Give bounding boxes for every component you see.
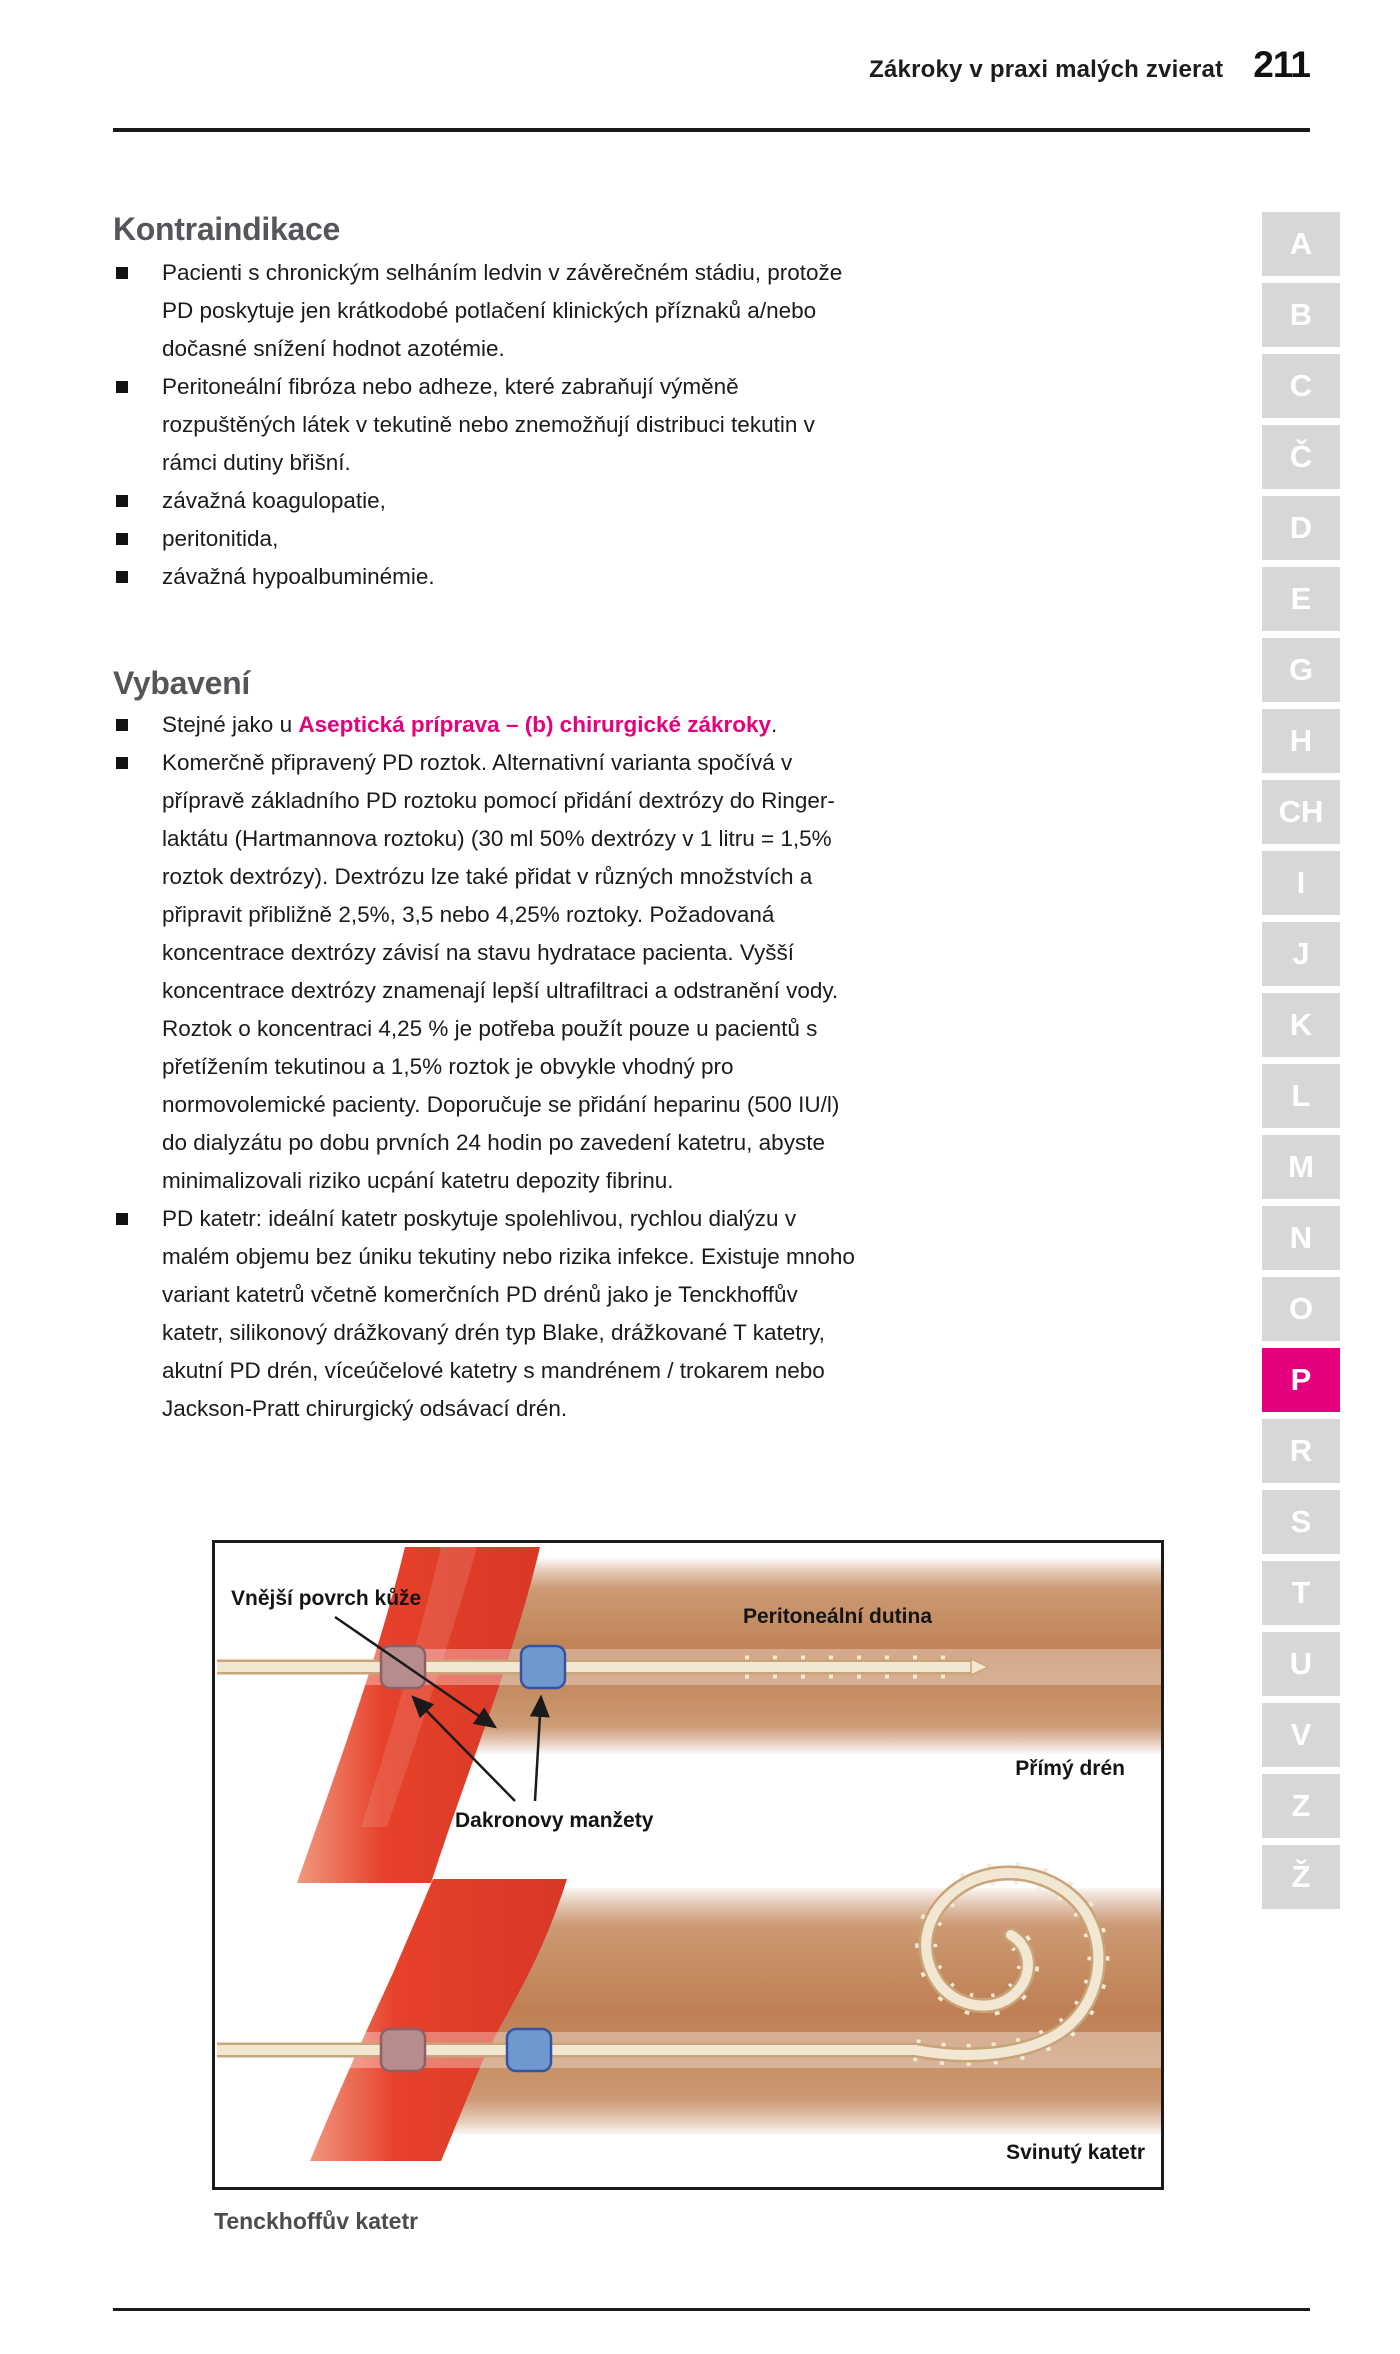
list-item: Pacienti s chronickým selháním ledvin v závěrečném stádiu, protože PD poskytuje jen krátkodobé potlačení klinických příznaků a/nebo dočasné snížení hodnot azotémie.	[113, 254, 861, 368]
index-tab-a[interactable]: A	[1262, 212, 1340, 276]
list-item: Komerčně připravený PD roztok. Alternativní varianta spočívá v přípravě základního PD roztoku pomocí přidání dextrózy do Ringer-laktátu (Hartmannova roztoku) (30 ml 50% dextrózy v 1 litru = 1,5% roztok dextrózy). Dextrózu lze také přidat v různých množstvích a připravit přibližně 2,5%, 3,5 nebo 4,25% roztoky. Požadovaná koncentrace dextrózy závisí na stavu hydratace pacienta. Vyšší koncentrace dextrózy znamenají lepší ultrafiltraci a odstranění vody. Roztok o koncentraci 4,25 % je potřeba použít pouze u pacientů s přetížením tekutinou a 1,5% roztok je obvykle vhodný pro normovolemické pacienty. Doporučuje se přidání heparinu (500 IU/l) do dialyzátu po dobu prvních 24 hodin po zavedení katetru, abyste minimalizovali riziko ucpání katetru depozity fibrinu.	[113, 744, 861, 1200]
index-tab-e[interactable]: E	[1262, 567, 1340, 631]
straight-drain-diagram	[215, 1547, 1161, 1883]
index-tab-i[interactable]: I	[1262, 851, 1340, 915]
index-tab-j[interactable]: J	[1262, 922, 1340, 986]
page-number: 211	[1253, 44, 1310, 85]
index-tab-g[interactable]: G	[1262, 638, 1340, 702]
index-tab-o[interactable]: O	[1262, 1277, 1340, 1341]
index-tab-v[interactable]: V	[1262, 1703, 1340, 1767]
label-straight-drain: Přímý drén	[1015, 1757, 1125, 1780]
list-item: Peritoneální fibróza nebo adheze, které zabraňují výměně rozpuštěných látek v tekutině nebo znemožňují distribuci tekutin v rámci dutiny břišní.	[113, 368, 861, 482]
index-tab-l[interactable]: L	[1262, 1064, 1340, 1128]
label-dacron-cuffs: Dakronovy manžety	[455, 1809, 654, 1832]
index-tab-č[interactable]: Č	[1262, 425, 1340, 489]
index-tab-z[interactable]: Z	[1262, 1774, 1340, 1838]
index-tab-ž[interactable]: Ž	[1262, 1845, 1340, 1909]
index-tab-d[interactable]: D	[1262, 496, 1340, 560]
index-tab-h[interactable]: H	[1262, 709, 1340, 773]
label-peritoneal-cavity: Peritoneální dutina	[743, 1605, 933, 1628]
section-heading-kontraindikace: Kontraindikace	[113, 210, 340, 247]
kontraindikace-list	[113, 254, 861, 596]
vybaveni-list	[113, 706, 861, 1428]
dacron-cuff-deep	[507, 2029, 551, 2071]
cross-reference-link[interactable]: Aseptická príprava – (b) chirurgické zákroky	[298, 712, 772, 737]
list-item-text: Stejné jako u	[162, 712, 299, 737]
section-heading-vybaveni: Vybavení	[113, 664, 250, 701]
index-tab-k[interactable]: K	[1262, 993, 1340, 1057]
figure-caption: Tenckhoffův katetr	[214, 2208, 419, 2234]
running-head	[869, 44, 1310, 86]
label-skin-surface: Vnější povrch kůže	[231, 1587, 422, 1610]
figure-tenckhoff-catheter	[212, 1540, 1164, 2190]
alphabet-index-rail	[1262, 212, 1340, 1916]
coiled-catheter-diagram	[215, 1873, 1161, 2164]
list-item: PD katetr: ideální katetr poskytuje spolehlivou, rychlou dialýzu v malém objemu bez úniku tekutiny nebo rizika infekce. Existuje mnoho variant katetrů včetně komerčních PD drénů jako je Tenckhoffův katetr, silikonový drážkovaný drén typ Blake, drážkované T katetry, akutní PD drén, víceúčelové katetry s mandrénem / trokarem nebo Jackson-Pratt chirurgický odsávací drén.	[113, 1200, 861, 1428]
index-tab-p[interactable]: P	[1262, 1348, 1340, 1412]
index-tab-s[interactable]: S	[1262, 1490, 1340, 1554]
index-tab-m[interactable]: M	[1262, 1135, 1340, 1199]
header-rule	[113, 128, 1310, 132]
index-tab-r[interactable]: R	[1262, 1419, 1340, 1483]
catheter-diagram	[215, 1543, 1161, 2187]
index-tab-b[interactable]: B	[1262, 283, 1340, 347]
label-coiled-catheter: Svinutý katetr	[1006, 2141, 1145, 2164]
footer-rule	[113, 2308, 1310, 2311]
index-tab-c[interactable]: C	[1262, 354, 1340, 418]
dacron-cuff-deep	[521, 1646, 565, 1688]
index-tab-t[interactable]: T	[1262, 1561, 1340, 1625]
dacron-cuff-subcutaneous	[381, 2029, 425, 2071]
list-item: peritonitida,	[113, 520, 861, 558]
list-item: závažná hypoalbuminémie.	[113, 558, 861, 596]
index-tab-n[interactable]: N	[1262, 1206, 1340, 1270]
list-item-text: .	[771, 712, 778, 737]
list-item	[113, 706, 861, 744]
list-item: závažná koagulopatie,	[113, 482, 861, 520]
index-tab-ch[interactable]: CH	[1262, 780, 1340, 844]
index-tab-u[interactable]: U	[1262, 1632, 1340, 1696]
running-head-title: Zákroky v praxi malých zvierat	[869, 56, 1224, 83]
